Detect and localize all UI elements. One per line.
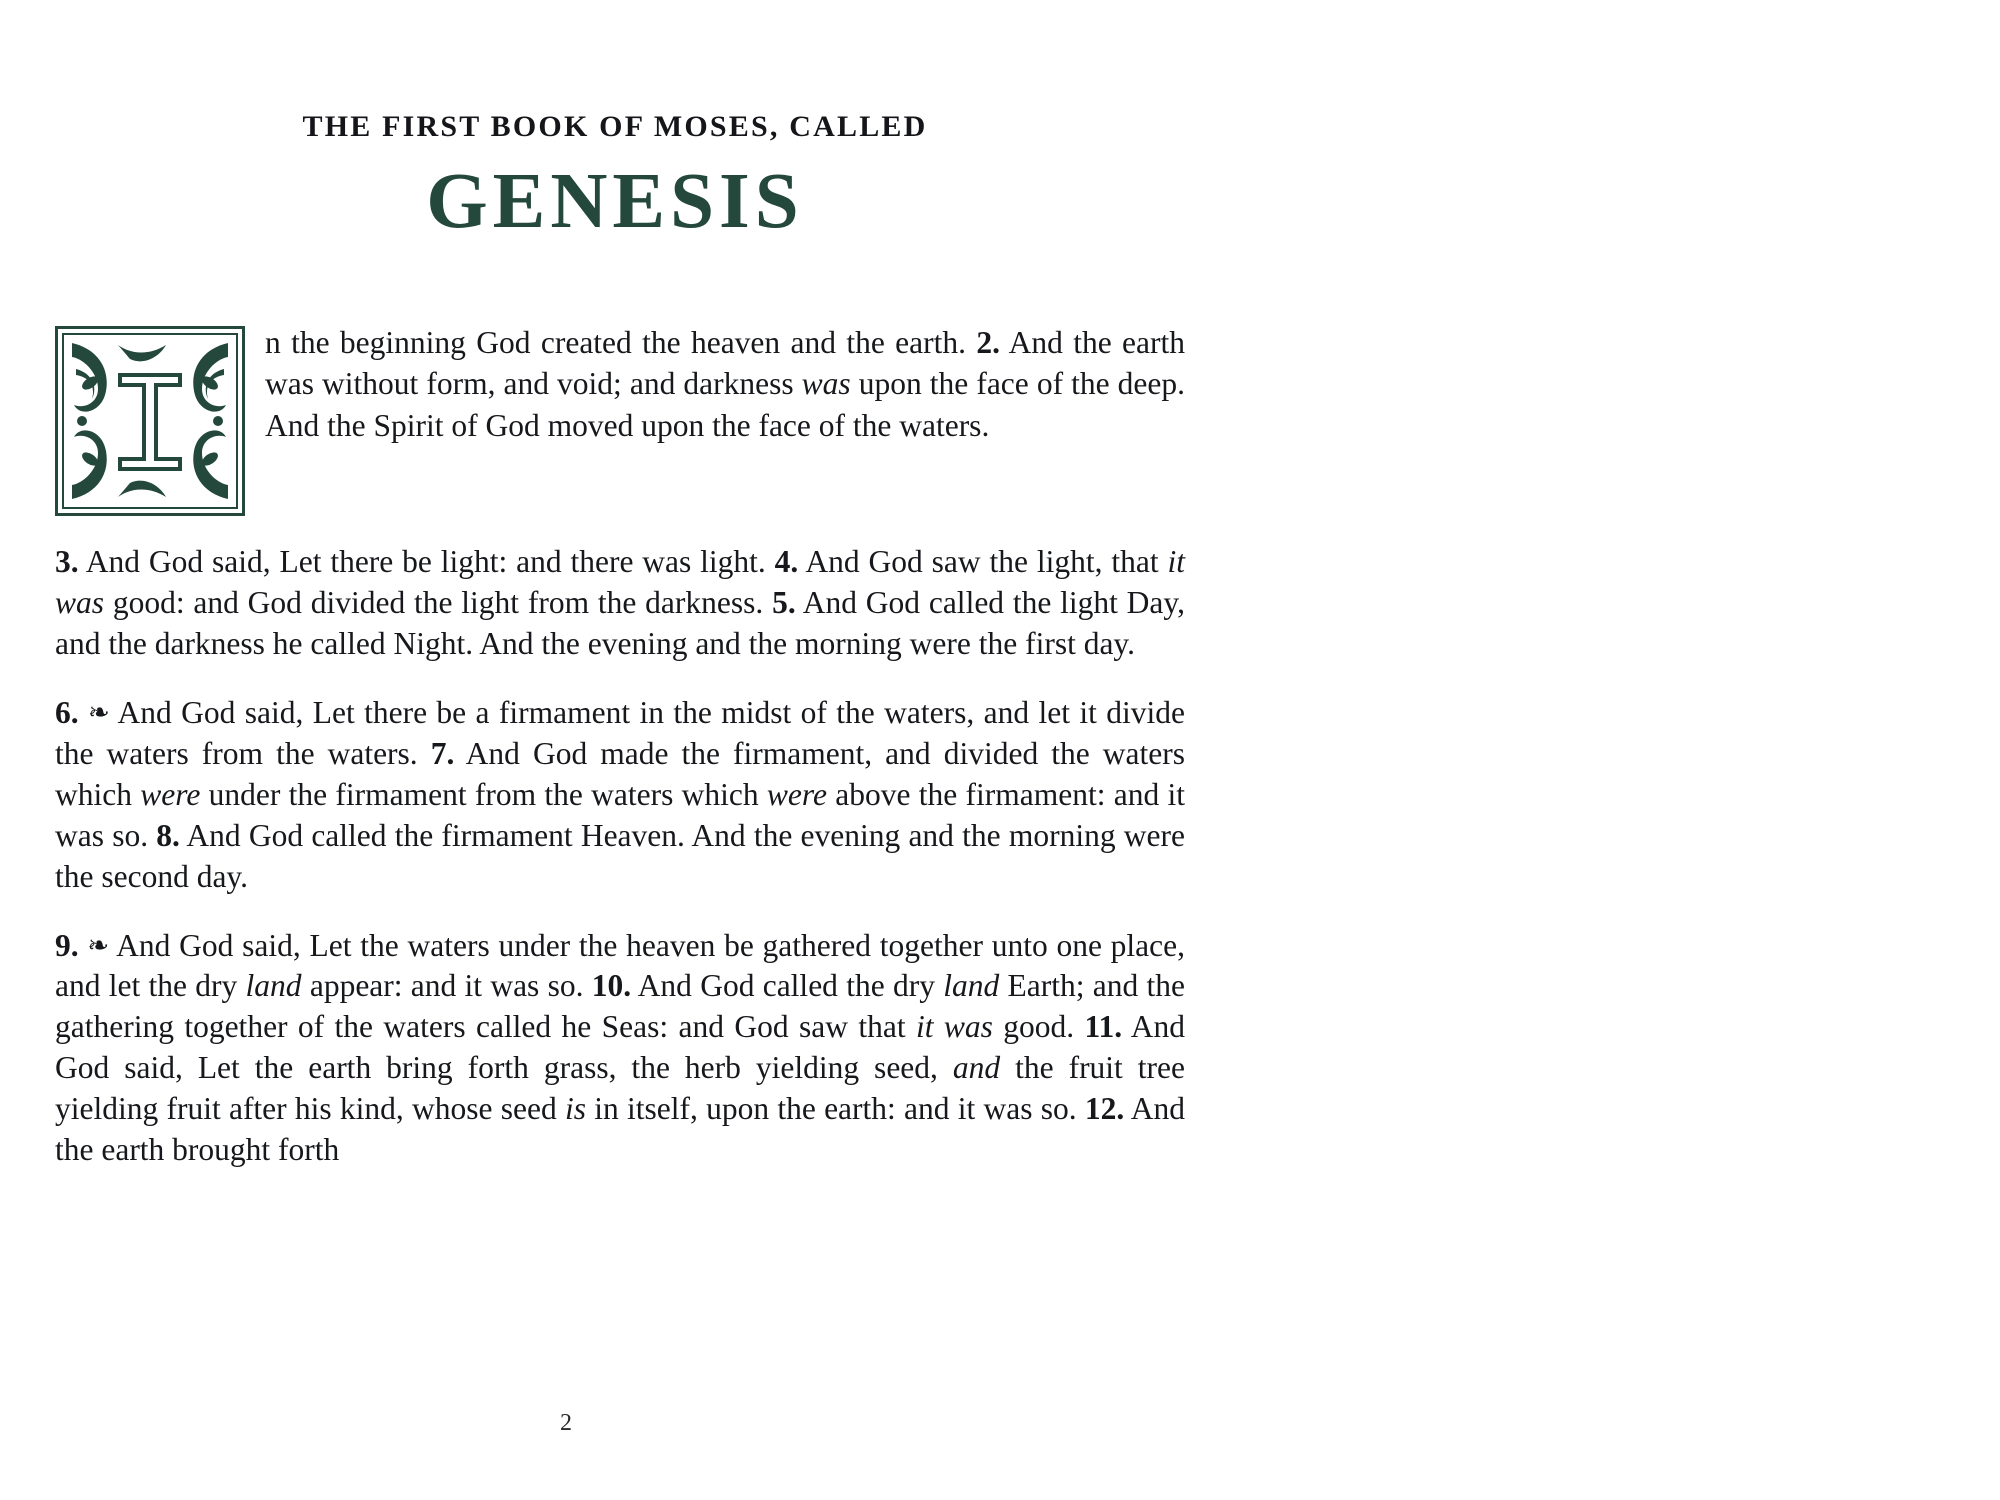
verse-4-text-a: And God saw the light, that <box>798 544 1168 579</box>
verse-number-3: 3. <box>55 544 79 579</box>
verse-10-italic: land <box>943 968 1000 1004</box>
verse-number-2: 2. <box>976 325 1000 360</box>
verse-5-text: And God called the light Day, and the darkness he called Night. And the evening and the morning were the first day. <box>55 584 1185 661</box>
verse-7-text-a: And God made the firmament, and divided the waters which <box>55 735 1185 812</box>
verse-11-text-a: And God said, Let the earth bring forth grass, the herb yielding seed, <box>55 1009 1186 1086</box>
verse-3-text: And God said, Let there be light: and there was light. <box>78 544 775 579</box>
paragraph-verse-1-2 <box>55 322 1185 512</box>
page-title: GENESIS <box>426 158 804 245</box>
paragraph-verse-9-12 <box>55 926 1185 1172</box>
illuminated-initial-icon <box>55 326 245 516</box>
verse-12-text: And the earth brought forth <box>55 1091 1186 1168</box>
verse-number-12: 12. <box>1084 1091 1125 1127</box>
paragraph-ornament-icon-2: ❧ <box>87 930 110 961</box>
verse-number-9: 9. <box>55 927 79 963</box>
verse-11-text-b: the fruit tree yielding fruit after his kind, whose seed <box>55 1050 1185 1127</box>
verse-7-text-b: under the firmament from the waters which <box>200 776 767 812</box>
verse-number-10: 10. <box>591 968 632 1004</box>
verse-7-italic-2: were <box>766 776 827 812</box>
verse-number-5: 5. <box>772 584 796 620</box>
verse-4-text-b: good: and God divided the light from the darkness. <box>104 584 773 620</box>
page-folio: 2 <box>560 1410 572 1436</box>
verse-11-text-c: in itself, upon the earth: and it was so. <box>586 1091 1085 1127</box>
paragraph-ornament-icon: ❧ <box>88 697 110 728</box>
verse-11-italic: and <box>952 1050 1001 1086</box>
verse-7-italic-1: were <box>140 776 201 812</box>
verse-1-text: n the beginning God created the heaven and the earth. <box>265 325 977 360</box>
verse-10-text-a: And God called the dry <box>631 968 944 1004</box>
verse-6-text: And God said, Let there be a firmament in the midst of the waters, and let it divide the waters from the waters. <box>55 694 1185 771</box>
verse-number-7: 7. <box>430 735 455 771</box>
page-header <box>0 110 1230 245</box>
verse-4-italic: it was <box>55 544 1185 620</box>
paragraph-verse-6-8 <box>55 693 1185 898</box>
verse-11-italic-2: is <box>564 1091 586 1127</box>
verse-9-italic: land <box>245 968 302 1004</box>
book-superscript: THE FIRST BOOK OF MOSES, CALLED <box>302 110 928 143</box>
verse-10-text-c: good. <box>992 1009 1085 1045</box>
paragraph-1-text <box>265 322 1185 446</box>
verse-9-text-a: And God said, Let the waters under the heaven be gathered together unto one place, and let the dry <box>55 927 1185 1004</box>
verse-10-italic-2: it was <box>915 1009 993 1045</box>
verse-7-text-c: above the firmament: and it was so. <box>55 776 1185 853</box>
verse-number-8: 8. <box>156 817 180 853</box>
verse-9-text-b: appear: and it was so. <box>301 968 592 1004</box>
verse-2-text-a: And the earth was without form, and void; and darkness <box>265 325 1185 402</box>
verse-2-text-b: upon the face of the deep. And the Spirit of God moved upon the face of the waters. <box>265 366 1185 443</box>
verse-number-11: 11. <box>1084 1009 1123 1045</box>
text-column <box>55 322 1185 1171</box>
verse-10-text-b: Earth; and the gathering together of the waters called he Seas: and God saw that <box>55 968 1185 1045</box>
verse-number-4: 4. <box>774 544 799 579</box>
verse-8-text: And God called the firmament Heaven. And the evening and the morning were the second day. <box>55 817 1185 894</box>
paragraph-verse-3-5 <box>55 542 1185 665</box>
verse-number-6: 6. <box>55 694 79 730</box>
verse-2-italic: was <box>801 366 851 402</box>
